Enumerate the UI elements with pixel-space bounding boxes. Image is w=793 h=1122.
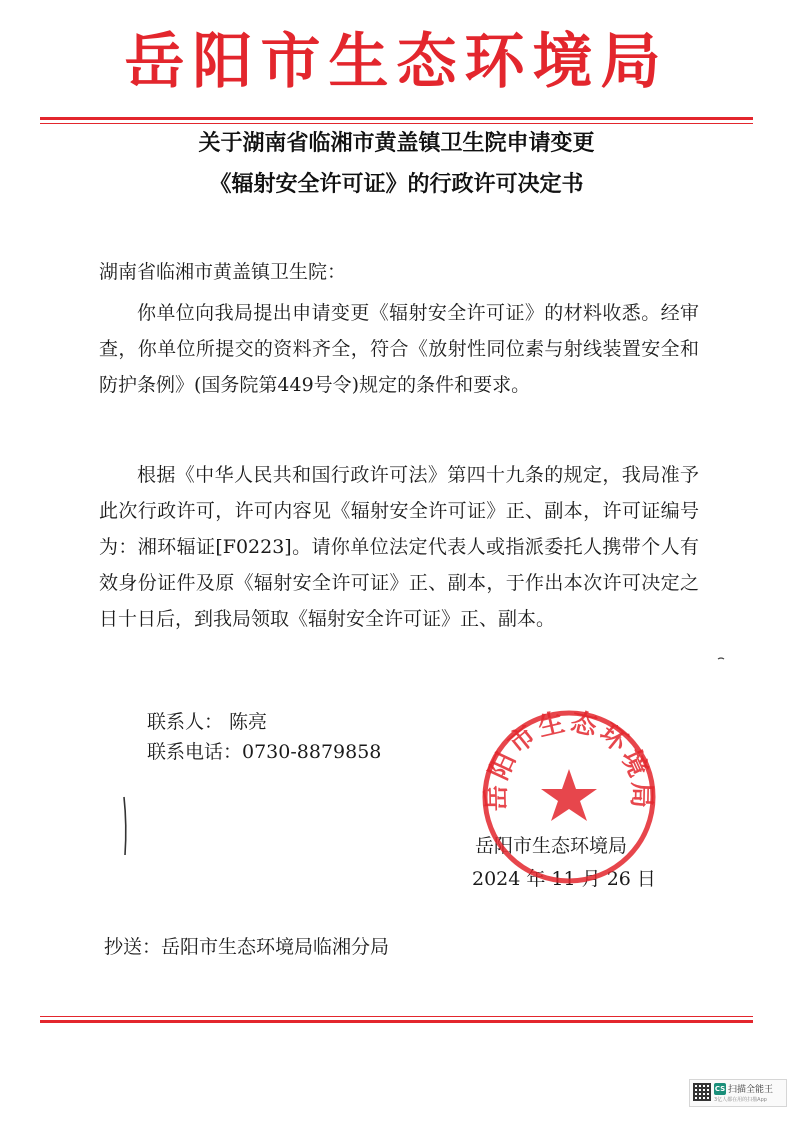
top-red-rule-thin <box>40 123 753 124</box>
cc-line: 抄送：岳阳市生态环境局临湘分局 <box>104 936 390 958</box>
top-red-rule-thick <box>40 117 753 120</box>
document-title-line1: 关于湖南省临湘市黄盖镇卫生院申请变更 <box>198 131 595 156</box>
scanner-app-badge <box>689 1079 787 1107</box>
bottom-red-rule-thick <box>40 1020 753 1023</box>
svg-text:岳阳市生态环境局: 岳阳市生态环境局 <box>481 707 657 812</box>
scanner-app-tagline: 3亿人都在用的扫描App <box>714 1097 767 1103</box>
official-seal-stamp <box>479 707 659 887</box>
scanner-app-name: 扫描全能王 <box>728 1085 774 1095</box>
bottom-red-rule-thin <box>40 1016 753 1017</box>
issuer-name: 岳阳市生态环境局 <box>475 835 628 857</box>
masthead-title: 岳阳市生态环境局 <box>124 27 669 97</box>
document-title-line2: 《辐射安全许可证》的行政许可决定书 <box>209 172 584 197</box>
body-paragraph-1: 你单位向我局提出申请变更《辐射安全许可证》的材料收悉。经审查，你单位所提交的资料齐全，符合《放射性同位素与射线装置安全和防护条例》(国务院第449号令)规定的条件和要求。 <box>99 302 699 396</box>
issue-date: 2024 年 11 月 26 日 <box>472 868 656 890</box>
contact-phone: 联系电话：0730-8879858 <box>147 741 382 763</box>
pen-stroke-mark <box>118 795 132 857</box>
body-paragraph-2: 根据《中华人民共和国行政许可法》第四十九条的规定，我局准予此次行政许可，许可内容见《辐射安全许可证》正、副本，许可证编号为：湘环辐证[F0223]。请你单位法定代表人或指派委托人携带个人有效身份证件及原《辐射安全许可证》正、副本，于作出本次许可决定之日十日后，到我局领取《辐射安全许可证》正、副本。 <box>99 464 699 630</box>
camscanner-logo-icon: CS <box>714 1085 726 1093</box>
contact-person: 联系人： 陈亮 <box>147 711 268 733</box>
addressee: 湖南省临湘市黄盖镇卫生院： <box>99 261 347 283</box>
qr-code-icon <box>693 1083 711 1101</box>
stray-ink-mark <box>717 647 725 653</box>
